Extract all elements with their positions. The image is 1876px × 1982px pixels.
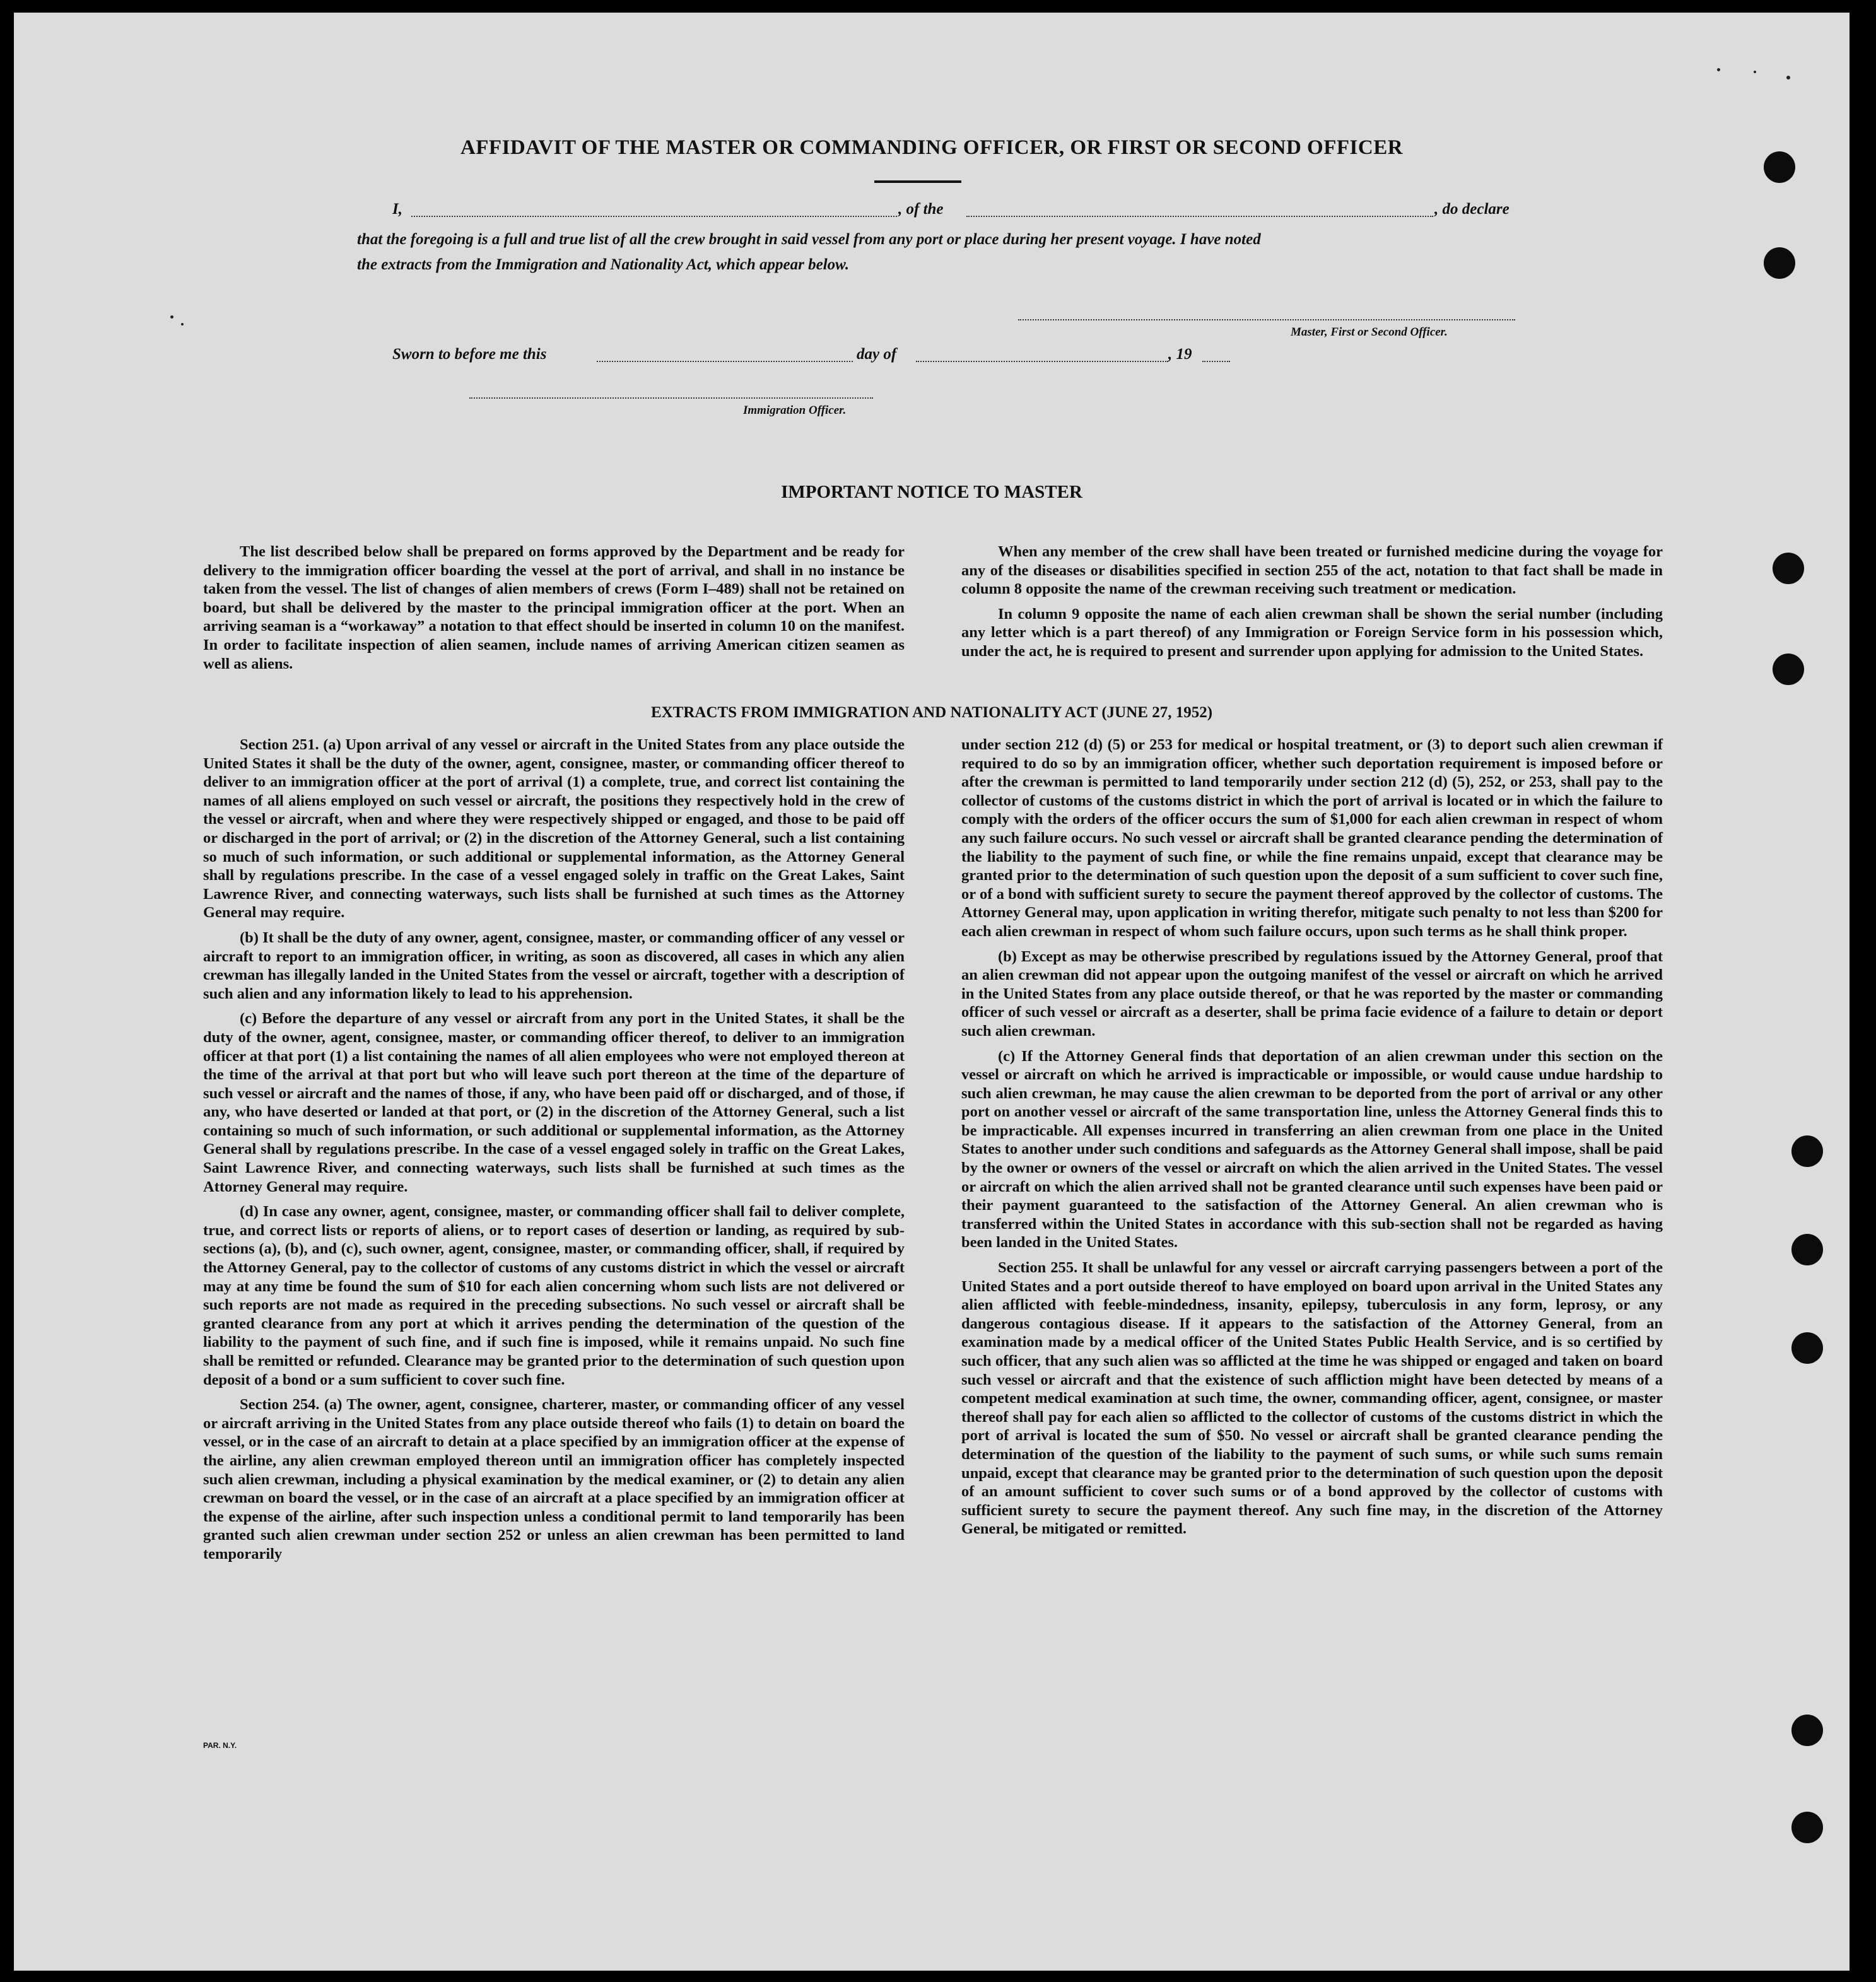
day-of-label: day of	[857, 346, 897, 363]
notice-paragraph: The list described below shall be prepared on forms approved by the Department and be ready for delivery to the immigration officer boarding the vessel at the port of arrival, and shall in no instance be taken from the vessel. The list of changes of alien members of crews (Form I–489) shall not be retained on board, but shall be delivered by the master to the principal immigration officer at the port. When an arriving seaman is a “workaway” a notation to that effect should be inserted in column 10 on the manifest. In order to facilitate inspection of alien seamen, include names of arriving American citizen seamen as well as aliens.	[203, 543, 905, 672]
notice-right-column	[961, 542, 1663, 667]
affidavit-title: AFFIDAVIT OF THE MASTER OR COMMANDING OFFICER, OR FIRST OR SECOND OFFICER	[460, 136, 1404, 159]
extract-paragraph: Section 254. (a) The owner, agent, consignee, charterer, master, or commanding officer of any vessel or aircraft arriving in the United States from any place outside thereof who fails (1) to detain on board the vessel, or in the case of an aircraft to detain at a place specified by an immigration officer at the expense of the airline, any alien crewman employed thereon until an immigration officer has completely inspected such alien crewman, including a physical examination by the medical examiner, or (2) to detain any alien crewman on board the vessel, or in the case of an aircraft at a place specified by an immigration officer at the expense of the airline, after such inspection unless a conditional permit to land temporarily has been granted such alien crewman under section 252 or unless an alien crewman has been permitted to land temporarily	[203, 1396, 905, 1563]
do-declare-label: , do declare	[1434, 201, 1510, 218]
immigration-officer-signature-field[interactable]	[469, 397, 873, 399]
declarant-i-label: I,	[392, 201, 402, 218]
sworn-label: Sworn to before me this	[392, 346, 547, 363]
year-label: , 19	[1168, 346, 1192, 363]
extracts-left-column	[203, 736, 905, 1570]
punch-hole-5	[1791, 1135, 1823, 1167]
printer-mark: PAR. N.Y.	[203, 1741, 237, 1750]
master-signature-field[interactable]	[1018, 319, 1515, 320]
punch-hole-4	[1773, 654, 1804, 685]
ink-speck	[1754, 71, 1756, 73]
extracts-title: EXTRACTS FROM IMMIGRATION AND NATIONALITY ACT (JUNE 27, 1952)	[650, 704, 1213, 721]
ink-speck	[170, 315, 173, 319]
affidavit-statement-2: the extracts from the Immigration and Nationality Act, which appear below.	[357, 256, 850, 273]
extracts-right-column	[961, 736, 1663, 1545]
vessel-name-field[interactable]	[966, 216, 1433, 217]
notice-paragraph: When any member of the crew shall have been treated or furnished medicine during the voyage for any of the diseases or disabilities specified in section 255 of the act, notation to that fact shall be made in column 8 opposite the name of the crewman receiving such treatment or medication.	[961, 543, 1663, 598]
master-signature-label: Master, First or Second Officer.	[1291, 325, 1448, 339]
punch-hole-8	[1791, 1715, 1823, 1746]
extract-paragraph: (c) If the Attorney General finds that deportation of an alien crewman under this section on the vessel or aircraft on which he arrived is impracticable or impossible, or would cause undue hardship to such alien crewman, he may cause the alien crewman to be deported from the port of arrival or any other port on another vessel or aircraft of the same transportation line, unless the Attorney General finds this to be impracticable. All expenses incurred in transferring an alien crewman from one place in the United States to another under such conditions and safeguards as the Attorney General shall impose, shall be paid by the owner or owners of the vessel or aircraft on which the alien arrived in the United States. The vessel or aircraft on which the alien arrived shall not be granted clearance until such expenses have been paid or their payment guaranteed to the satisfaction of the Attorney General. An alien crewman who is transferred within the United States in accordance with this sub-section shall not be regarded as having been landed in the United States.	[961, 1047, 1663, 1252]
extract-paragraph: under section 212 (d) (5) or 253 for medical or hospital treatment, or (3) to deport such alien crewman if required to do so by an immigration officer, whether such deportation requirement is imposed before or after the crewman is permitted to land temporarily under section 212 (d) (5), 252, or 253, shall pay to the collector of customs of the customs district in which the port of arrival is located or in which the failure to comply with the orders of the officer occurs the sum of $1,000 for each alien crewman in respect of whom any such failure occurs. No such vessel or aircraft shall be granted clearance pending the determination of the liability to the payment of such fine, or while the fine remains unpaid, except that clearance may be granted prior to the determination of such question upon the deposit of a sum sufficient to cover such fine, or of a bond with sufficient surety to secure the payment thereof approved by the collector of customs. The Attorney General may, upon application in writing therefor, mitigate such penalty to not less than $200 for each alien crewman in respect of whom such failure occurs, upon such terms as he shall think proper.	[961, 736, 1663, 940]
ink-speck	[1786, 76, 1790, 79]
ink-speck	[1717, 68, 1720, 71]
punch-hole-7	[1791, 1332, 1823, 1364]
form-page	[14, 13, 1850, 1971]
punch-hole-2	[1764, 247, 1795, 279]
sworn-day-field[interactable]	[597, 361, 853, 362]
punch-hole-9	[1791, 1812, 1823, 1843]
extract-paragraph: (b) Except as may be otherwise prescribed by regulations issued by the Attorney General, proof that an alien crewman did not appear upon the outgoing manifest of the vessel or aircraft on which he arrived in the United States from any place outside thereof, or that he was reported by the master or commanding officer of such vessel or aircraft as a deserter, shall be prima facie evidence of a failure to detain or deport such alien crewman.	[961, 947, 1663, 1040]
notice-title: IMPORTANT NOTICE TO MASTER	[781, 482, 1082, 502]
notice-left-column	[203, 542, 905, 679]
affidavit-statement-1: that the foregoing is a full and true list of all the crew brought in said vessel from any port or place during her present voyage. I have noted	[357, 231, 1261, 248]
extract-paragraph: Section 255. It shall be unlawful for any vessel or aircraft carrying passengers between a port of the United States and a port outside thereof to have employed on board upon arrival in the United States any alien afflicted with feeble-mindedness, insanity, epilepsy, tuberculosis in any form, leprosy, or any dangerous contagious disease. If it appears to the satisfaction of the Attorney General, from an examination made by a medical officer of the United States Public Health Service, and is so certified by such officer, that any such alien was so afflicted at the time he was shipped or engaged and taken on board such vessel or aircraft and that the existence of such affliction might have been detected by means of a competent medical examination at such time, the owner, commanding officer, agent, consignee, or master thereof shall pay for each alien so afflicted to the collector of customs of the customs district in which the port of arrival is located the sum of $50. No vessel or aircraft shall be granted clearance pending the determination of the question of the liability to the payment of such sums, or while such sums remain unpaid, except that clearance may be granted prior to the determination of such question upon the deposit of an amount sufficient to cover such sums or of a bond approved by the collector of customs with sufficient surety to secure the payment thereof. Any such fine may, in the discretion of the Attorney General, be mitigated or remitted.	[961, 1259, 1663, 1538]
ink-speck	[181, 323, 184, 325]
sworn-year-field[interactable]	[1202, 361, 1230, 362]
extract-paragraph: Section 251. (a) Upon arrival of any vessel or aircraft in the United States from any place outside the United States it shall be the duty of the owner, agent, consignee, master, or commanding officer thereof to deliver to an immigration officer at the port of arrival (1) a complete, true, and correct list containing the names of all aliens employed on such vessel or aircraft, the positions they respectively hold in the crew of the vessel or aircraft, when and where they were respectively shipped or engaged, and those to be paid off or discharged in the port of arrival; or (2) in the discretion of the Attorney General, such a list containing so much of such information, or such additional or supplemental information, as the Attorney General shall by regulations prescribe. In the case of a vessel engaged solely in traffic on the Great Lakes, Saint Lawrence River, and connecting waterways, such lists shall be furnished at such times as the Attorney General may require.	[203, 736, 905, 922]
immigration-officer-label: Immigration Officer.	[743, 404, 847, 417]
punch-hole-3	[1773, 553, 1804, 584]
sworn-month-field[interactable]	[916, 361, 1168, 362]
extract-paragraph: (d) In case any owner, agent, consignee, master, or commanding officer shall fail to deliver complete, true, and correct lists or reports of aliens, or to report cases of desertion or landing, as required by sub-sections (a), (b), and (c), such owner, agent, consignee, master, or commanding officer, shall, if required by the Attorney General, pay to the collector of customs of any customs district in which the vessel or aircraft may at any time be found the sum of $10 for each alien concerning whom such lists are not delivered or such reports are not made as required in the preceding subsections. No such vessel or aircraft shall be granted clearance from any port at which it arrives pending the determination of the question of the liability to the payment of such fine, and if such fine is imposed, while it remains unpaid. No such fine shall be remitted or refunded. Clearance may be granted prior to the determination of such question upon deposit of a bond or a sum sufficient to cover such fine.	[203, 1203, 905, 1388]
punch-hole-6	[1791, 1234, 1823, 1265]
extract-paragraph: (b) It shall be the duty of any owner, agent, consignee, master, or commanding officer of any vessel or aircraft to report to an immigration officer, in writing, as soon as discovered, all cases in which any alien crewman has illegally landed in the United States from the vessel or aircraft, together with a description of such alien and any information likely to lead to his apprehension.	[203, 929, 905, 1002]
notice-paragraph: In column 9 opposite the name of each alien crewman shall be shown the serial number (including any letter which is a part thereof) of any Immigration or Foreign Service form in his possession which, under the act, he is required to present and surrender upon applying for admission to the United States.	[961, 605, 1663, 660]
declarant-name-field[interactable]	[411, 216, 897, 217]
title-underline	[874, 180, 961, 183]
extract-paragraph: (c) Before the departure of any vessel or aircraft from any port in the United States, it shall be the duty of the owner, agent, consignee, master, or commanding officer thereof, to deliver to an immigration officer at that port (1) a list containing the names of all alien employees who were not employed thereon at the time of the arrival at that port but who will leave such port thereon at the time of the departure of such vessel or aircraft and the names of those, if any, who have been paid off or discharged, and of those, if any, who have deserted or landed at that port, or (2) in the discretion of the Attorney General, such a list containing so much of such information, or such additional or supplemental information, as the Attorney General shall by regulations prescribe. In the case of a vessel engaged solely in traffic on the Great Lakes, Saint Lawrence River, and connecting waterways, such lists shall be furnished at such times as the Attorney General may require.	[203, 1010, 905, 1195]
of-the-label: , of the	[898, 201, 944, 218]
